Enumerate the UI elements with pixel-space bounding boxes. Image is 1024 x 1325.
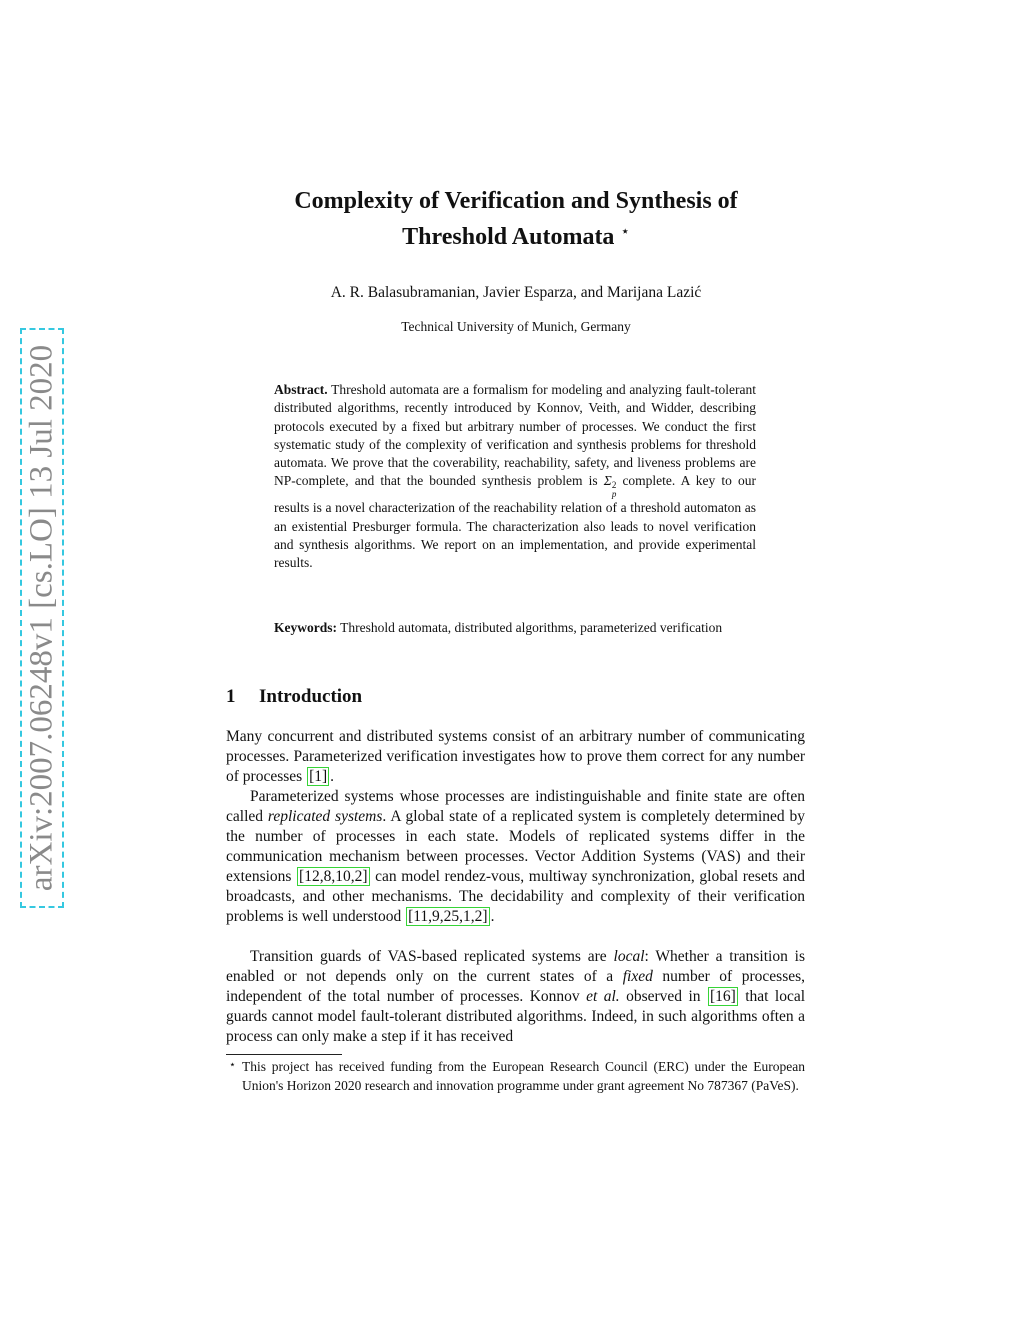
section-number: 1: [226, 686, 236, 707]
abstract-text-b: complete. A key to our results is a novel characterization of the reachability relation of a threshold automaton as an existential Presburger formula. The characterization also leads to novel verification and synthesis algorithms. We report on an implementation, and provide experimental results.: [274, 473, 757, 571]
citation-link[interactable]: [16]: [709, 988, 736, 1005]
p3-text-d: observed in: [626, 988, 701, 1005]
footnote-rule: [226, 1054, 342, 1055]
intro-paragraph-1: [226, 727, 805, 787]
p3-emphasis-etal: et al.: [586, 988, 620, 1005]
p2-text-c: can model rendez-vous, multiway synchronization, global resets and broadcasts, and other mechanisms. The decidability and complexity of their verification problems is well understood: [226, 868, 806, 925]
intro-paragraph-2: [226, 787, 805, 927]
authors: A. R. Balasubramanian, Javier Esparza, and Marijana Lazić: [330, 284, 702, 301]
citation-link[interactable]: [11,9,25,1,2]: [408, 908, 488, 925]
keywords-text: Threshold automata, distributed algorithms, parameterized verification: [340, 620, 723, 635]
p2-text-a: Parameterized systems whose processes are indistinguishable and finite state are often called: [226, 788, 805, 825]
paper-title: [226, 186, 806, 253]
sigma-sup: 2: [611, 480, 617, 491]
p3-emphasis-fixed: fixed: [622, 968, 653, 985]
citation-link[interactable]: [1]: [309, 768, 328, 785]
title-line-2-text: Threshold Automata: [402, 224, 615, 250]
title-line-1: Complexity of Verification and Synthesis of: [294, 188, 738, 214]
p3-text-c: number of processes, independent of the total number of processes. Konnov: [226, 968, 806, 1005]
sigma-formula: [603, 473, 617, 500]
footnote: [226, 1058, 805, 1095]
p1-text: Many concurrent and distributed systems consist of an arbitrary number of communicating processes. Parameterized verification investigates how to prove them correct for any number of processes: [226, 728, 805, 785]
p3-text-e: that local guards cannot model fault-tolerant distributed algorithms. Indeed, in such algorithms often a process can only make a step if it has received: [226, 988, 806, 1045]
sigma-symbol: Σ: [603, 473, 612, 489]
p3-emphasis-local: local: [613, 948, 645, 965]
p1-end: .: [330, 768, 335, 785]
p3-text-a: Transition guards of VAS-based replicated systems are: [250, 948, 607, 965]
abstract-label: Abstract.: [274, 382, 328, 397]
section-title: Introduction: [259, 686, 363, 707]
intro-paragraph-3: [226, 947, 805, 1047]
footnote-text: This project has received funding from the European Research Council (ERC) under the European Union's Horizon 2020 research and innovation programme under grant agreement No 787367 (PaVeS).: [242, 1059, 805, 1093]
abstract-text-a: Threshold automata are a formalism for modeling and analyzing fault-tolerant distributed algorithms, recently introduced by Konnov, Veith, and Widder, describing protocols executed by a fixed but arbitrary number of processes. We conduct the first systematic study of the complexity of verification and synthesis problems for threshold automata. We prove that the coverability, reachability, safety, and liveness problems are NP-complete, and that the bounded synthesis problem is: [274, 382, 756, 489]
keywords: [274, 619, 756, 637]
sigma-sub: p: [611, 489, 617, 500]
title-footnote-mark[interactable]: ⋆: [620, 224, 630, 240]
abstract: [274, 381, 756, 573]
arxiv-stamp: [20, 328, 64, 908]
section-heading: [226, 686, 362, 708]
p2-text-b: . A global state of a replicated system is completely determined by the number of processes in each state. Models of replicated systems differ in the communication mechanism between processes. Vector Addition Systems (VAS) and their extensions: [226, 808, 806, 885]
arxiv-stamp-text[interactable]: arXiv:2007.06248v1 [cs.LO] 13 Jul 2020: [23, 344, 60, 892]
p3-text-b: : Whether a transition is enabled or not depends only on the current states of a: [226, 948, 806, 985]
citation-link[interactable]: [12,8,10,2]: [299, 868, 368, 885]
affiliation: Technical University of Munich, Germany: [401, 319, 631, 334]
keywords-label: Keywords:: [274, 620, 337, 635]
p2-emphasis: replicated systems: [267, 808, 383, 825]
title-line-2: [226, 217, 806, 253]
p2-end: .: [490, 908, 495, 925]
footnote-mark: ⋆: [229, 1059, 236, 1071]
